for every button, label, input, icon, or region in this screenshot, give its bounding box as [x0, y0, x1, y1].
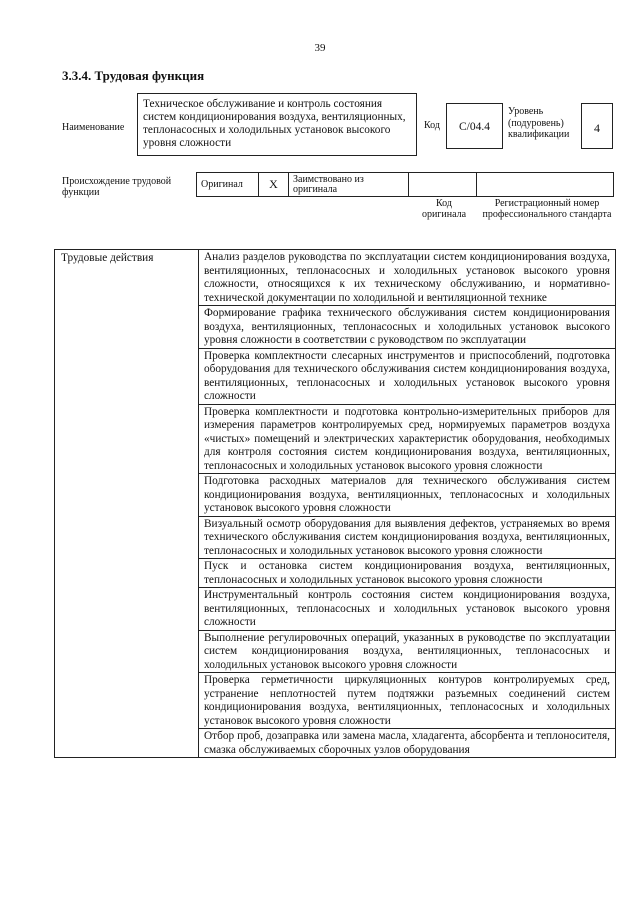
- labor-action: Подготовка расходных материалов для технического обслуживания систем кондиционирования воздуха, вентиляционных, теплонасосных и холодильных установок высокого уровня сложности: [199, 474, 616, 517]
- code-caption: Код оригинала: [421, 198, 467, 220]
- table-row: [55, 250, 616, 306]
- labor-action: Выполнение регулировочных операций, указанных в руководстве по эксплуатации систем кондиционирования воздуха, вентиляционных, теплонасосных и холодильных установок высокого уровня сложности: [199, 630, 616, 673]
- function-code: C/04.4: [446, 103, 503, 149]
- original-mark: X: [259, 173, 289, 197]
- original-label: Оригинал: [197, 173, 259, 197]
- reg-number-cell: [477, 173, 614, 197]
- origin-label: Происхождение трудовой функции: [62, 176, 172, 198]
- name-label: Наименование: [62, 122, 125, 133]
- labor-action: Проверка комплектности слесарных инструментов и приспособлений, подготовка оборудования для технического обслуживания систем кондиционирования воздуха, вентиляционных, теплонасосных и холодильных установок высокого уровня сложности: [199, 348, 616, 404]
- original-code-cell: [409, 173, 477, 197]
- level-label: Уровень (подуровень) квалификации: [508, 106, 570, 140]
- page-number: 39: [314, 42, 326, 54]
- code-label: Код: [424, 120, 440, 131]
- labor-action: Анализ разделов руководства по эксплуатации систем кондиционирования воздуха, вентиляционных, теплонасосных и холодильных установок высокого уровня сложности, относящихся к их техническому обслуживанию, и нормативно-технической документации по холодильной и вентиляционной технике: [199, 250, 616, 306]
- labor-actions-label: Трудовые действия: [55, 250, 199, 758]
- qualification-level: 4: [581, 103, 613, 149]
- labor-action: Пуск и остановка систем кондиционирования воздуха, вентиляционных, теплонасосных и холодильных установок высокого уровня сложности: [199, 559, 616, 588]
- origin-table: [196, 172, 614, 197]
- labor-action: Проверка комплектности и подготовка контрольно-измерительных приборов для измерения параметров контролируемых сред, нормируемых параметров воздуха «чистых» помещений и электрических характеристик оборудования, необходимых для контроля состояния систем кондиционирования воздуха, вентиляционных, теплонасосных и холодильных установок высокого уровня сложности: [199, 404, 616, 474]
- function-name: Техническое обслуживание и контроль состояния систем кондиционирования воздуха, вентиляционных, теплонасосных и холодильных установок высокого уровня сложности: [137, 93, 417, 156]
- section-title: 3.3.4. Трудовая функция: [62, 68, 205, 83]
- borrowed-label: Заимствовано из оригинала: [289, 173, 409, 197]
- labor-action: Инструментальный контроль состояния систем кондиционирования воздуха, вентиляционных, теплонасосных и холодильных установок высокого уровня сложности: [199, 588, 616, 631]
- labor-actions-table: [54, 249, 616, 758]
- labor-action: Отбор проб, дозаправка или замена масла, хладагента, абсорбента и теплоносителя, смазка обслуживаемых сборочных узлов оборудования: [199, 729, 616, 758]
- reg-caption: Регистрационный номер профессионального стандарта: [482, 198, 612, 220]
- labor-action: Визуальный осмотр оборудования для выявления дефектов, устраняемых во время технического обслуживания систем кондиционирования воздуха, вентиляционных, теплонасосных и холодильных установок высокого уровня сложности: [199, 516, 616, 559]
- labor-action: Проверка герметичности циркуляционных контуров контролируемых сред, устранение неплотностей путем подтяжки разъемных соединений систем кондиционирования воздуха, вентиляционных, теплонасосных и холодильных установок высокого уровня сложности: [199, 673, 616, 729]
- labor-action: Формирование графика технического обслуживания систем кондиционирования воздуха, вентиляционных, теплонасосных и холодильных установок высокого уровня сложности в соответствии с руководством по эксплуатации: [199, 306, 616, 349]
